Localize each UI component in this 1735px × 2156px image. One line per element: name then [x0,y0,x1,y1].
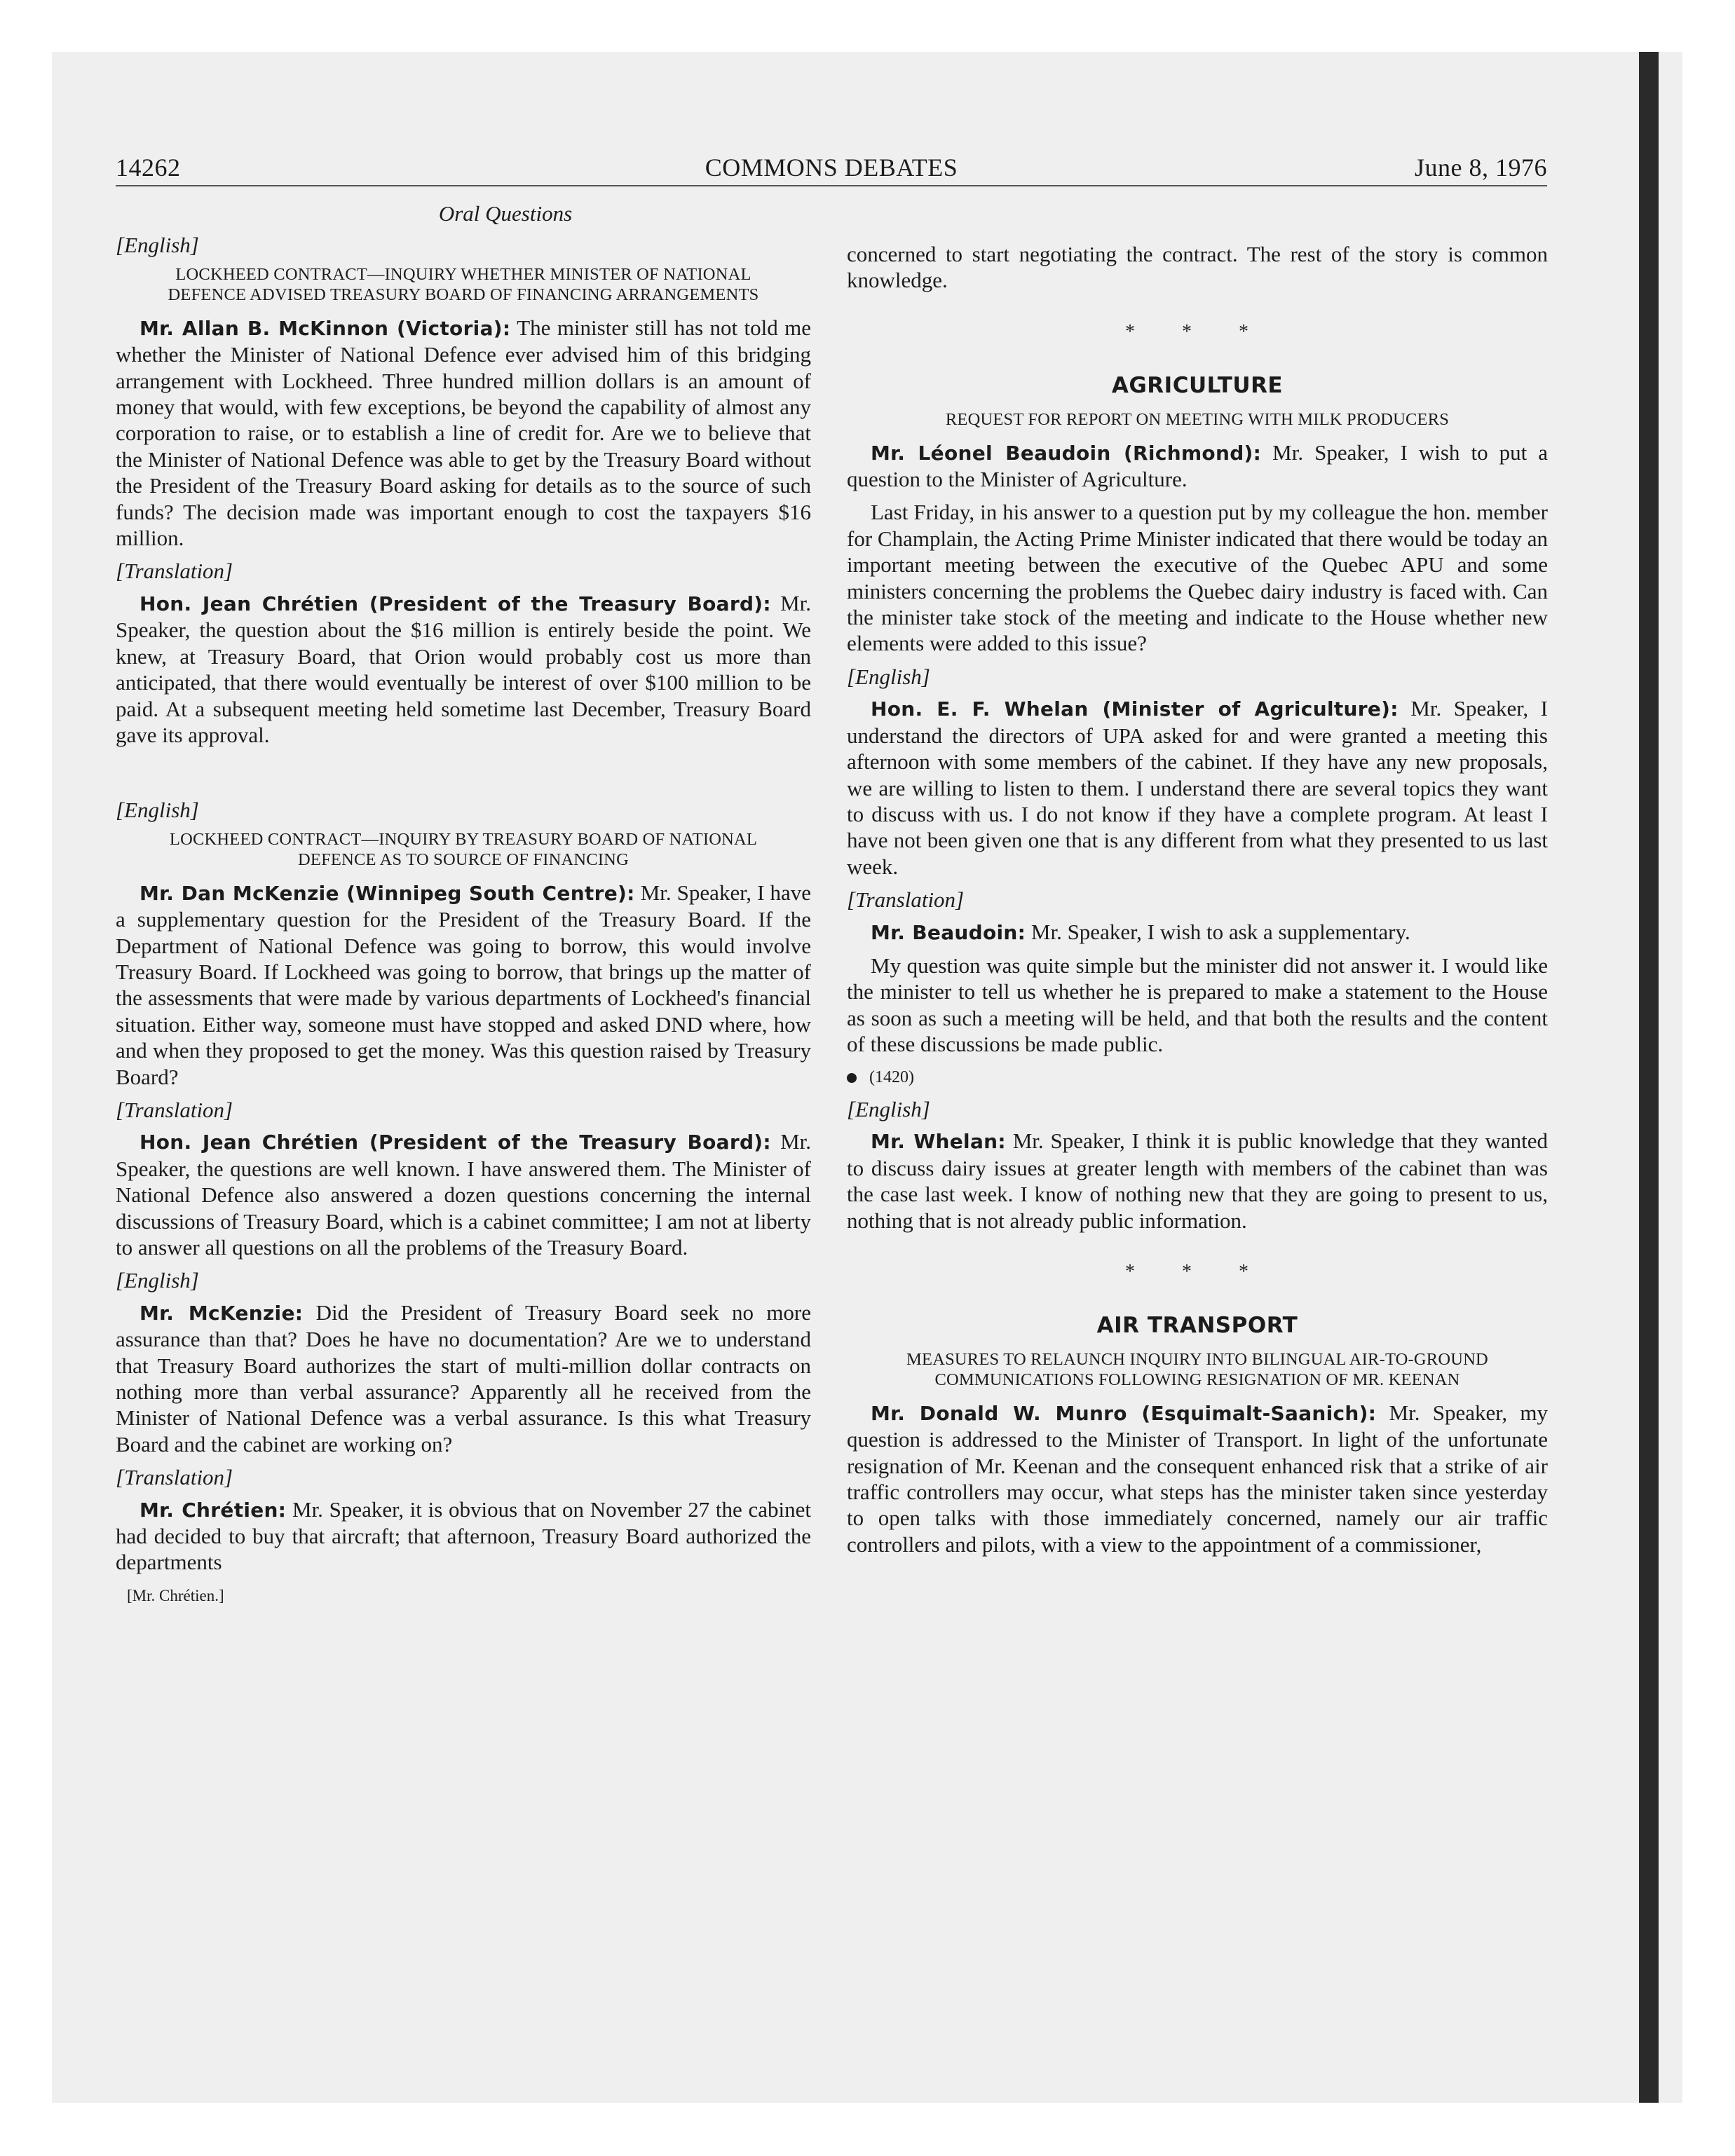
speech-paragraph [116,880,811,1090]
speech-text: Mr. Speaker, I wish to put a question to the Minister of Agriculture. [847,439,1548,492]
speaker-name: Hon. Jean Chrétien (President of the Treasury Board): [140,592,771,615]
header-rule [116,185,1547,186]
speaker-name: Mr. Whelan: [871,1130,1006,1154]
speech-paragraph [116,315,811,552]
speech-text: Mr. Speaker, I wish to ask a supplementary. [1030,919,1410,944]
speech-paragraph [847,499,1548,656]
language-marker: [English] [116,233,199,258]
subject-heading: LOCKHEED CONTRACT—INQUIRY WHETHER MINISTER OF NATIONAL DEFENCE ADVISED TREASURY BOARD OF FINANCING ARRANGEMENTS [168,264,759,304]
speech-text: Did the President of Treasury Board seek no more assurance than that? Does he have no documentation? Are we to understand that Treasury Board authorizes the start of multi-million dollar contracts on nothing more than verbal assurance? Apparently all he received from the Minister of National Defence was a verbal assurance. Is this what Treasury Board and the cabinet are working on? [116,1299,812,1456]
language-marker: [English] [847,664,930,689]
section-running-title: Oral Questions [438,201,573,226]
speaker-footnote: [Mr. Chrétien.] [127,1586,224,1604]
speech-paragraph [847,1400,1548,1557]
section-separator: * * * [1125,320,1270,343]
language-marker: [Translation] [116,1097,233,1122]
speech-text: Last Friday, in his answer to a question put by my colleague the hon. member for Champlain, the Acting Prime Minister indicated that there would be today an important meeting between the executive of the Quebec APU and some ministers concerning the problems the Quebec dairy industry is faced with. Can the minister take stock of the meeting and indicate to the House whether new elements were added to this issue? [847,500,1548,656]
speaker-name: Mr. Allan B. McKinnon (Victoria): [140,316,511,340]
scan-edge-bar [1639,52,1659,2103]
speech-paragraph [116,590,811,748]
speech-paragraph [116,1128,811,1260]
publication-title: COMMONS DEBATES [705,153,958,182]
speaker-name: Hon. Jean Chrétien (President of the Treasury Board): [140,1131,771,1154]
page-header [116,153,1547,186]
speech-paragraph [847,919,1548,946]
right-column [847,241,1548,1564]
bullet-icon [847,1073,857,1083]
language-marker: [Translation] [116,559,233,584]
section-separator: * * * [1125,1261,1270,1283]
language-marker: [Translation] [116,1465,233,1490]
speech-text: Mr. Speaker, I understand the directors of UPA asked for and were granted a meeting this afternoon with some members of the cabinet. If they have any new proposals, we are willing to listen to them. I understand there are several topics they want to discuss with us. I do not know if they have a complete program. At least I have not been given one that is any different from what they presented to us last week. [847,696,1548,879]
speaker-name: Mr. Léonel Beaudoin (Richmond): [871,441,1262,465]
left-column [116,200,811,1609]
speaker-name: Mr. Chrétien: [140,1498,287,1522]
subject-heading: REQUEST FOR REPORT ON MEETING WITH MILK PRODUCERS [945,409,1450,429]
publication-date: June 8, 1976 [1415,153,1547,182]
speaker-name: Mr. Dan McKenzie (Winnipeg South Centre): [140,881,635,905]
speech-paragraph [847,953,1548,1058]
speech-text: Mr. Speaker, the questions are well known. I have answered them. The Minister of National Defence also answered a dozen questions concerning the internal discussions of Treasury Board, which is a cabinet committee; I am not at liberty to answer all questions on all the problems of the Treasury Board. [116,1129,811,1260]
speech-paragraph [116,1299,811,1457]
language-marker: [English] [116,1268,199,1293]
speech-text: The minister still has not told me whether the Minister of National Defence ever advised him of this bridging arrangement with Lockheed. Three hundred million dollars is an amount of money that would, with few exceptions, be beyond the capability of almost any corporation to raise, or to establish a line of credit for. Are we to believe that the Minister of National Defence was able to get by the Treasury Board without the President of the Treasury Board asking for details as to the source of such funds? The decision made was important enough to cost the taxpayers $16 million. [116,315,811,551]
section-heading: AIR TRANSPORT [1096,1313,1298,1339]
speech-text: My question was quite simple but the minister did not answer it. I would like the minister to tell us whether he is prepared to make a statement to the House as soon as such a meeting will be held, and that both the results and the content of these discussions be made public. [847,953,1548,1057]
time-stamp-text: (1420) [869,1067,914,1086]
speech-text: Mr. Speaker, I think it is public knowledge that they wanted to discuss dairy issues at greater length with members of the cabinet than was the case last week. I know of nothing new that they are going to present to us, nothing that is not already public information. [847,1128,1549,1233]
language-marker: [English] [116,798,199,823]
page-number: 14262 [116,153,181,182]
speaker-name: Mr. Donald W. Munro (Esquimalt-Saanich): [871,1401,1377,1425]
speaker-name: Mr. McKenzie: [140,1301,304,1325]
speech-paragraph [847,439,1548,493]
subject-heading: LOCKHEED CONTRACT—INQUIRY BY TREASURY BOARD OF NATIONAL DEFENCE AS TO SOURCE OF FINANCING [169,829,758,869]
subject-heading: MEASURES TO RELAUNCH INQUIRY INTO BILINGUAL AIR-TO-GROUND COMMUNICATIONS FOLLOWING RESIGNATION OF MR. KEENAN [906,1349,1488,1389]
speech-text: concerned to start negotiating the contract. The rest of the story is common knowledge. [847,242,1548,293]
speech-text: Mr. Speaker, my question is addressed to the Minister of Transport. In light of the unfortunate resignation of Mr. Keenan and the consequent enhanced risk that a strike of air traffic controllers may occur, what steps has the minister taken since yesterday to open talks with those immediately concerned, namely our air traffic controllers and pilots, with a view to the appointment of a commissioner, [847,1400,1549,1557]
speech-text: Mr. Speaker, it is obvious that on November 27 the cabinet had decided to buy that aircraft; that afternoon, Treasury Board authorized the departments [116,1496,811,1575]
speech-text: Mr. Speaker, the question about the $16 million is entirely beside the point. We knew, at Treasury Board, that Orion would probably cost us more than anticipated, that there would eventually be interest of over $100 million to be paid. At a subsequent meeting held sometime last December, Treasury Board gave its approval. [116,590,811,747]
speaker-name: Hon. E. F. Whelan (Minister of Agriculture): [871,697,1399,721]
time-stamp [847,1065,1548,1091]
speaker-name: Mr. Beaudoin: [871,920,1026,944]
speech-paragraph [116,1496,811,1576]
language-marker: [English] [847,1096,930,1121]
speech-paragraph [847,1128,1548,1234]
spacer [116,755,811,793]
speech-paragraph [847,695,1548,880]
speech-text: Mr. Speaker, I have a supplementary question for the President of the Treasury Board. If the Department of National Defence was going to borrow, this would involve Treasury Board. If Lockheed was going to borrow, that brings up the matter of the assessments that were made by various departments of Lockheed's financial situation. Either way, someone must have stopped and asked DND where, how and when they proposed to get the money. Was this question raised by Treasury Board? [116,880,812,1089]
speech-paragraph [847,241,1548,294]
language-marker: [Translation] [847,887,965,913]
section-heading: AGRICULTURE [1111,373,1284,399]
